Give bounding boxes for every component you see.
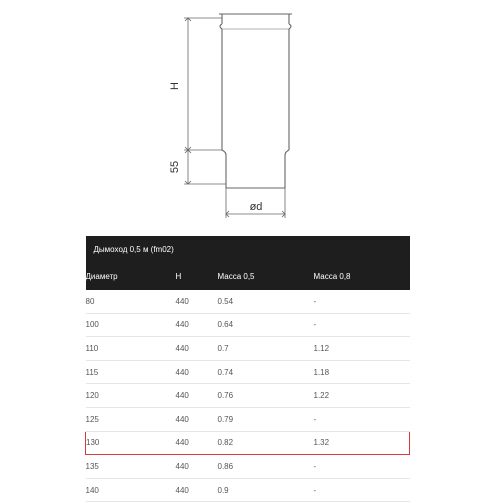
cell-mass-08: 1.32 xyxy=(314,431,410,455)
table-row xyxy=(86,478,410,502)
cell-diameter: 115 xyxy=(86,360,176,384)
cell-h: 440 xyxy=(176,431,218,455)
cell-h: 440 xyxy=(176,384,218,408)
cell-mass-05: 0.79 xyxy=(218,407,314,431)
cell-mass-05: 0.74 xyxy=(218,360,314,384)
pipe-outline xyxy=(219,14,292,188)
cell-mass-08: - xyxy=(314,478,410,502)
table-row xyxy=(86,360,410,384)
cell-h: 440 xyxy=(176,360,218,384)
cell-diameter: 120 xyxy=(86,384,176,408)
cell-diameter: 100 xyxy=(86,313,176,337)
socket-dimension-label: 55 xyxy=(169,160,181,174)
pipe-technical-drawing xyxy=(0,0,500,235)
cell-mass-08: - xyxy=(314,407,410,431)
cell-mass-05: 0.86 xyxy=(218,455,314,479)
cell-mass-05: 0.54 xyxy=(218,290,314,313)
table-caption: Дымоход 0,5 м (fm02) xyxy=(93,244,174,254)
table-row xyxy=(86,455,410,479)
cell-h: 440 xyxy=(176,313,218,337)
table-row xyxy=(86,384,410,408)
table-header-row xyxy=(86,262,410,290)
cell-mass-08: - xyxy=(314,455,410,479)
cell-diameter: 130 xyxy=(86,431,176,455)
height-dimension-label: H xyxy=(169,82,181,90)
table-caption-row xyxy=(86,236,410,262)
cell-mass-08: 1.22 xyxy=(314,384,410,408)
cell-diameter: 140 xyxy=(86,478,176,502)
cell-mass-05: 0.7 xyxy=(218,337,314,361)
table-row xyxy=(86,290,410,313)
column-header-mass-08: Масса 0,8 xyxy=(313,271,351,281)
cell-mass-08: 1.18 xyxy=(314,360,410,384)
cell-mass-05: 0.82 xyxy=(218,431,314,455)
cell-mass-05: 0.64 xyxy=(218,313,314,337)
column-header-h: H xyxy=(175,271,182,281)
table-row xyxy=(86,407,410,431)
column-header-diameter: Диаметр xyxy=(85,271,118,281)
table-row-highlighted xyxy=(86,431,410,455)
diameter-dimension-label: ød xyxy=(249,201,263,213)
table-row xyxy=(86,337,410,361)
specification-table xyxy=(85,236,410,502)
cell-mass-08: - xyxy=(314,313,410,337)
cell-h: 440 xyxy=(176,478,218,502)
table-row xyxy=(86,313,410,337)
cell-h: 440 xyxy=(176,455,218,479)
column-header-mass-05: Масса 0,5 xyxy=(217,271,255,281)
cell-mass-08: - xyxy=(314,290,410,313)
cell-diameter: 80 xyxy=(86,290,176,313)
cell-diameter: 135 xyxy=(86,455,176,479)
cell-mass-05: 0.9 xyxy=(218,478,314,502)
cell-mass-08: 1.12 xyxy=(314,337,410,361)
cell-h: 440 xyxy=(176,290,218,313)
cell-h: 440 xyxy=(176,407,218,431)
cell-h: 440 xyxy=(176,337,218,361)
cell-diameter: 125 xyxy=(86,407,176,431)
cell-mass-05: 0.76 xyxy=(218,384,314,408)
cell-diameter: 110 xyxy=(86,337,176,361)
